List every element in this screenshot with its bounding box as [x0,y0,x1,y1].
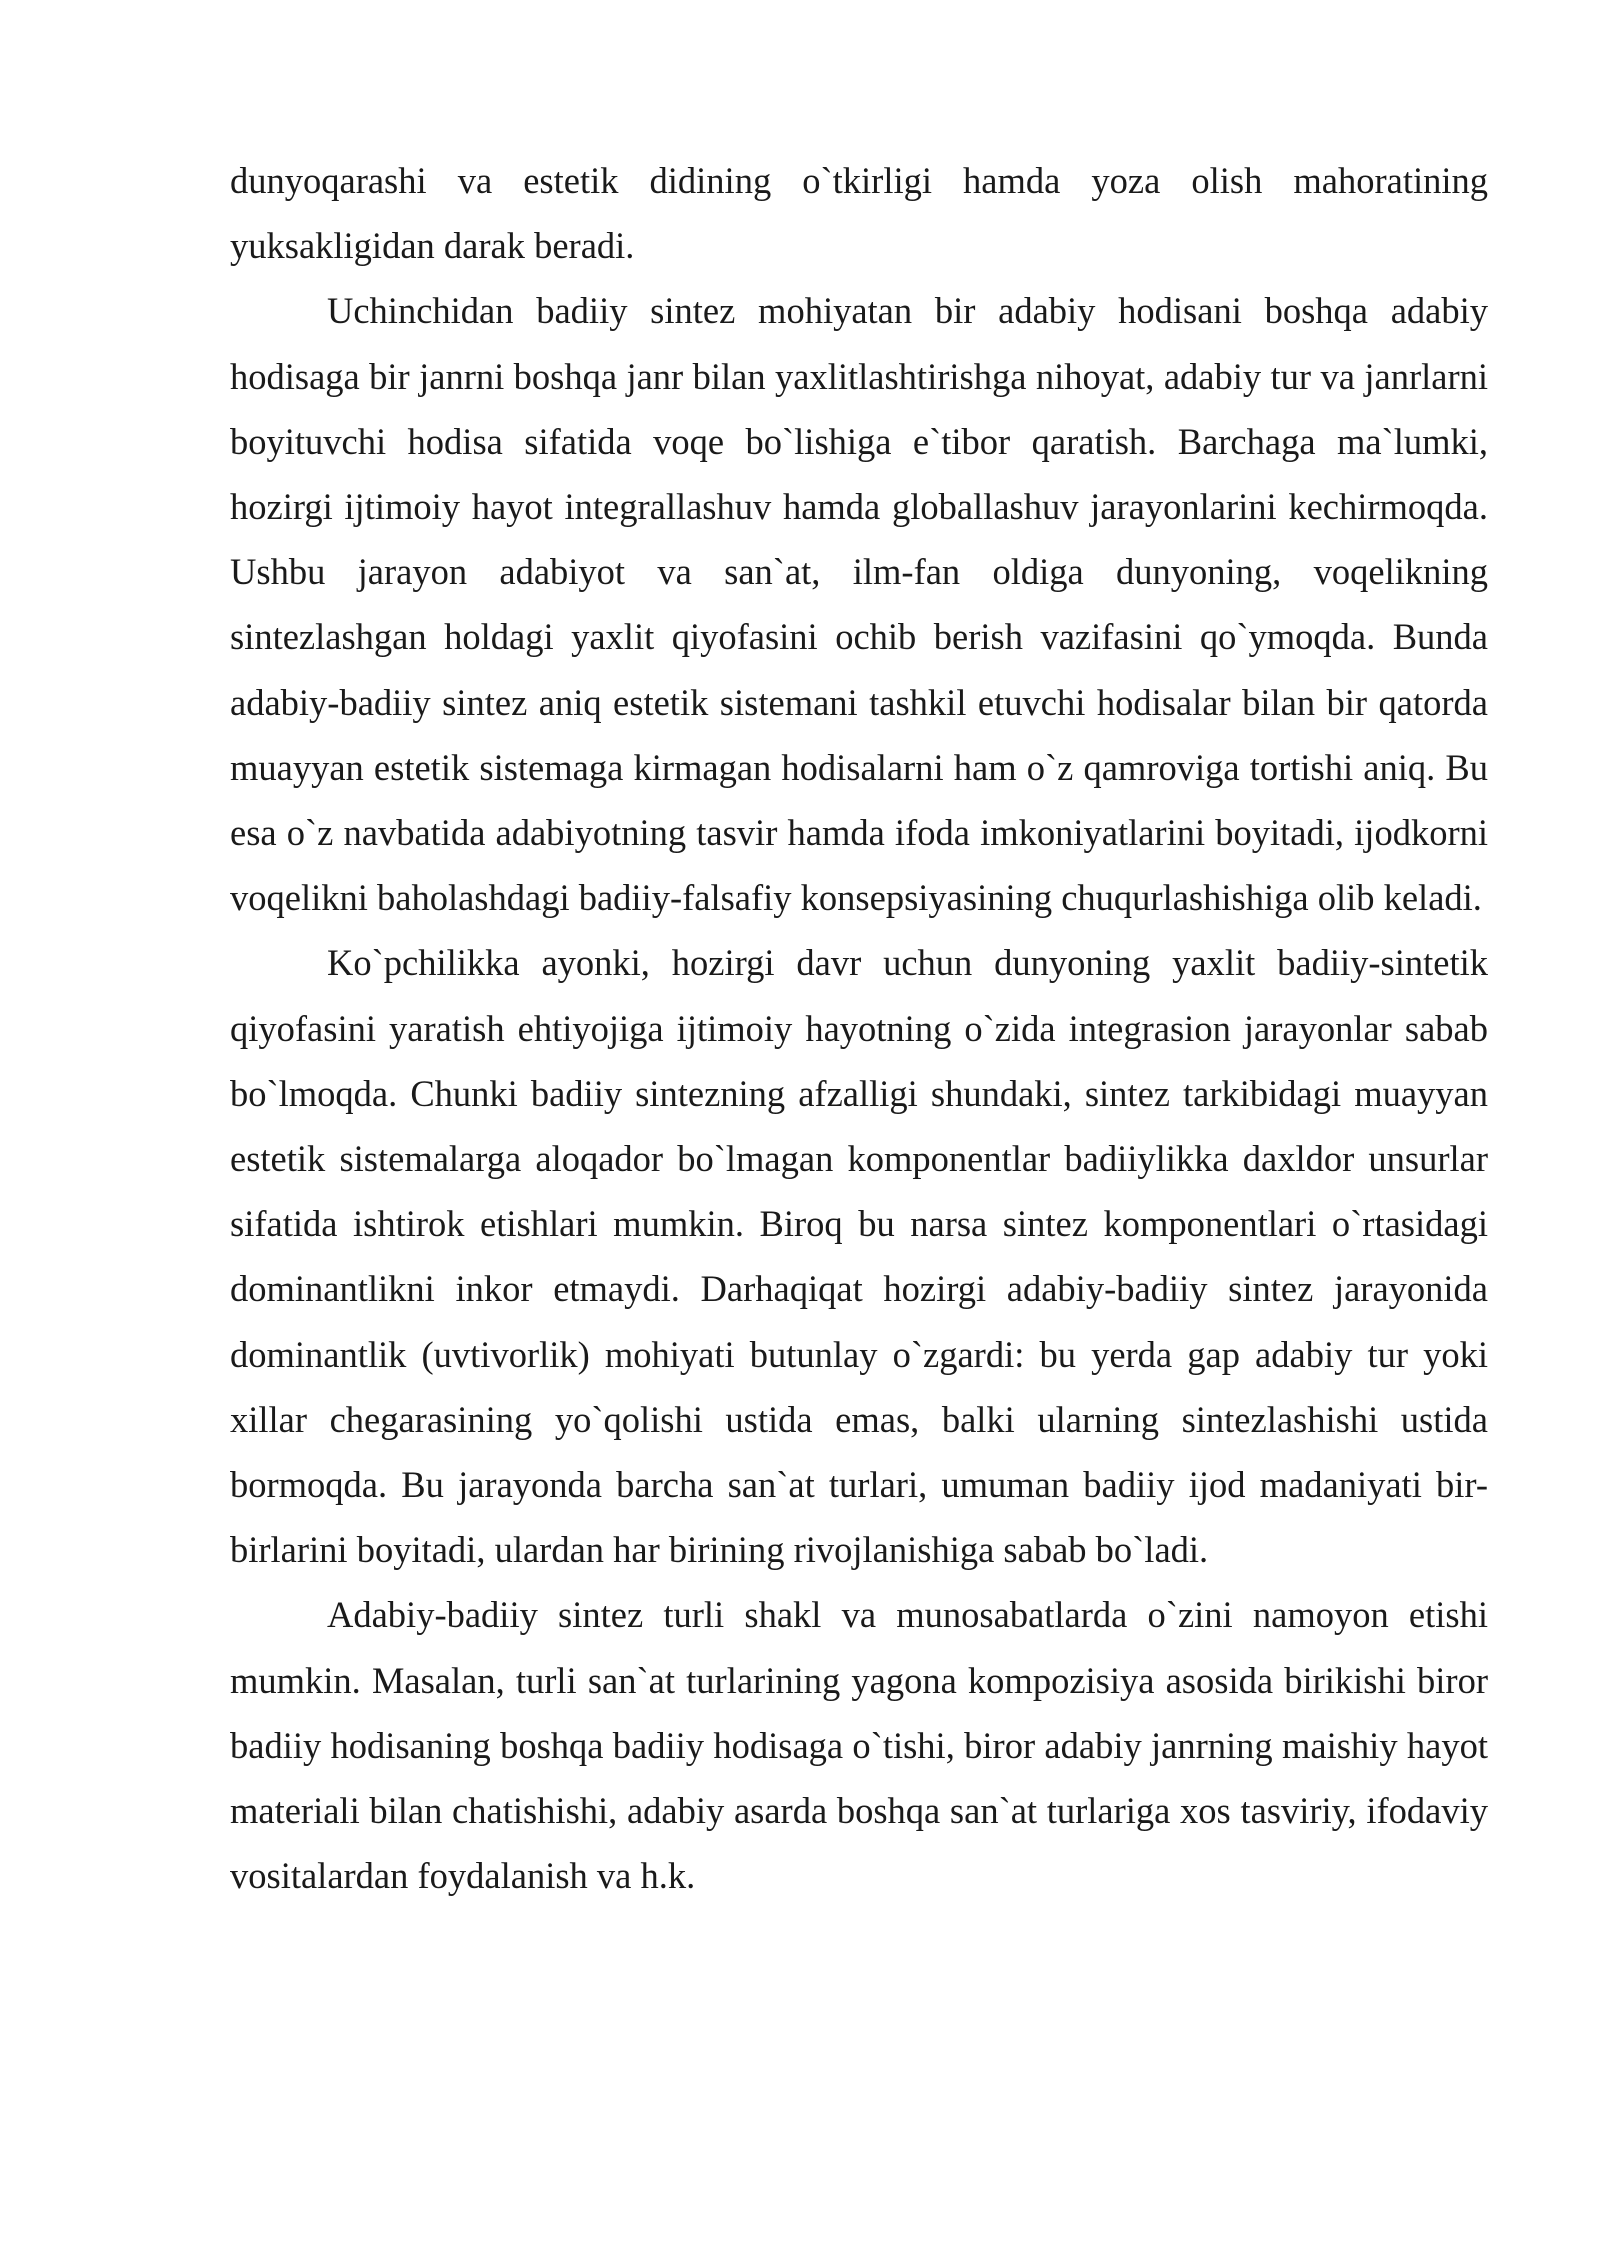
paragraph-continuation: dunyoqarashi va estetik didining o`tkirligi hamda yoza olish mahoratining yuksakligidan darak beradi. [230,160,1488,267]
document-page [230,148,1488,1908]
paragraph-integration: Ko`pchilikka ayonki, hozirgi davr uchun dunyoning yaxlit badiiy-sintetik qiyofasini yaratish ehtiyojiga ijtimoiy hayotning o`zida integrasion jarayonlar sabab bo`lmoqda. Chunki badiiy sintezning afzalligi shundaki, sintez tarkibidagi muayyan estetik sistemalarga aloqador bo`lmagan komponentlar badiiylikka daxldor unsurlar sifatida ishtirok etishlari mumkin. Biroq bu narsa sintez komponentlari o`rtasidagi dominantlikni inkor etmaydi. Darhaqiqat hozirgi adabiy-badiiy sintez jarayonida dominantlik (uvtivorlik) mohiyati butunlay o`zgardi: bu yerda gap adabiy tur yoki xillar chegarasining yo`qolishi ustida emas, balki ularning sintezlashishi ustida bormoqda. Bu jarayonda barcha san`at turlari, umuman badiiy ijod madaniyati bir-birlarini boyitadi, ulardan har birining rivojlanishiga sabab bo`ladi. [230,942,1488,1571]
paragraph-forms-of-synthesis: Adabiy-badiiy sintez turli shakl va munosabatlarda o`zini namoyon etishi mumkin. Masalan, turli san`at turlarining yagona kompozisiya asosida birikishi biror badiiy hodisaning boshqa badiiy hodisaga o`tishi, biror adabiy janrning maishiy hayot materiali bilan chatishishi, adabiy asarda boshqa san`at turlariga xos tasviriy, ifodaviy vositalardan foydalanish va h.k. [230,1594,1488,1897]
paragraph-third-point: Uchinchidan badiiy sintez mohiyatan bir adabiy hodisani boshqa adabiy hodisaga bir janrni boshqa janr bilan yaxlitlashtirishga nihoyat, adabiy tur va janrlarni boyituvchi hodisa sifatida voqe bo`lishiga e`tibor qaratish. Barchaga ma`lumki, hozirgi ijtimoiy hayot integrallashuv hamda globallashuv jarayonlarini kechirmoqda. Ushbu jarayon adabiyot va san`at, ilm-fan oldiga dunyoning, voqelikning sintezlashgan holdagi yaxlit qiyofasini ochib berish vazifasini qo`ymoqda. Bunda adabiy-badiiy sintez aniq estetik sistemani tashkil etuvchi hodisalar bilan bir qatorda muayyan estetik sistemaga kirmagan hodisalarni ham o`z qamroviga tortishi aniq. Bu esa o`z navbatida adabiyotning tasvir hamda ifoda imkoniyatlarini boyitadi, ijodkorni voqelikni baholashdagi badiiy-falsafiy konsepsiyasining chuqurlashishiga olib keladi. [230,290,1488,919]
